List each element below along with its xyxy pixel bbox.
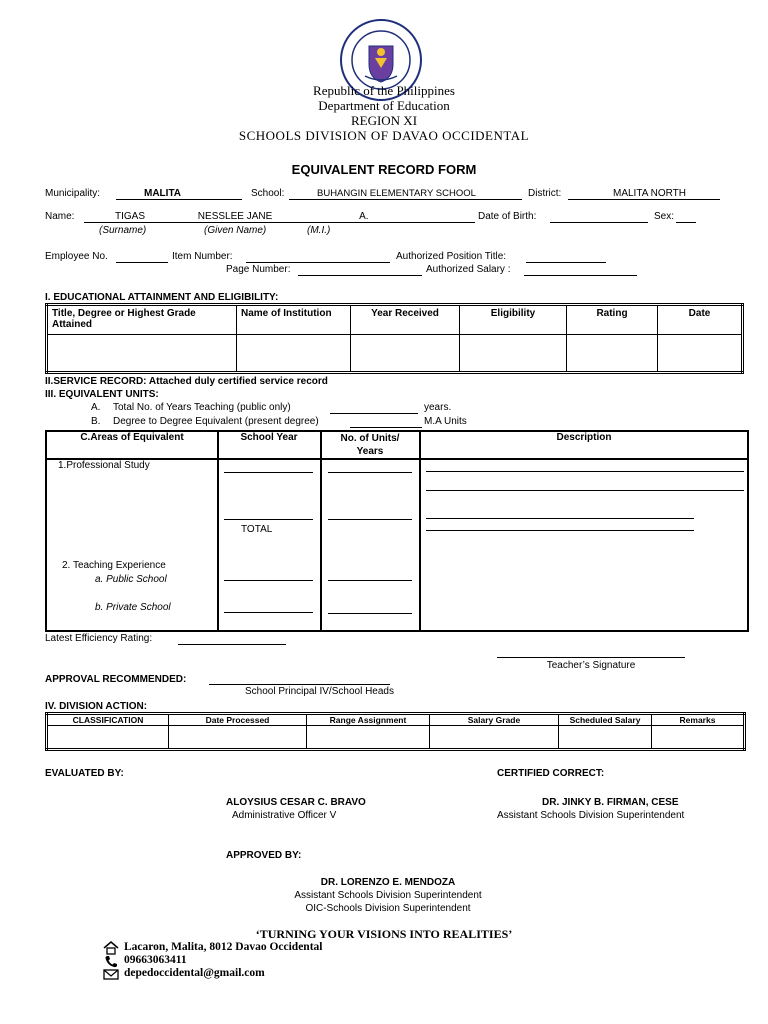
evaluator-name: ALOYSIUS CESAR C. BRAVO (226, 797, 366, 808)
dob-field[interactable] (550, 211, 648, 223)
division-header-salary-grade: Salary Grade (430, 714, 559, 726)
education-header-rating: Rating (567, 305, 658, 335)
surname-value: TIGAS (115, 211, 146, 222)
private-units-line[interactable] (328, 613, 412, 614)
equiv-header-areas: C.Areas of Equivalent (80, 432, 184, 443)
division-header-date: Date Processed (169, 714, 307, 726)
education-header-year: Year Received (351, 305, 460, 335)
certifier-title: Assistant Schools Division Superintendent (497, 810, 685, 821)
employee-no-field[interactable] (116, 251, 168, 263)
item-a-label: A. (91, 402, 101, 413)
professional-study-label: 1.Professional Study (58, 460, 150, 471)
education-header-title: Title, Degree or Highest Grade Attained (47, 305, 237, 335)
education-cell[interactable] (460, 335, 567, 373)
approved-by-label: APPROVED BY: (226, 850, 302, 861)
education-cell[interactable] (351, 335, 460, 373)
desc-line[interactable] (426, 530, 694, 531)
certified-correct-label: CERTIFIED CORRECT: (497, 768, 605, 779)
school-value[interactable]: BUHANGIN ELEMENTARY SCHOOL (289, 188, 522, 200)
surname-caption: (Surname) (99, 225, 147, 236)
approver-title1: Assistant Schools Division Superintendent (294, 890, 482, 901)
district-value[interactable]: MALITA NORTH (568, 188, 720, 200)
public-units-line[interactable] (328, 580, 412, 581)
education-cell[interactable] (658, 335, 743, 373)
division-cell[interactable] (169, 726, 307, 750)
education-cell[interactable] (237, 335, 351, 373)
education-header-date: Date (658, 305, 743, 335)
division-cell[interactable] (559, 726, 652, 750)
division-header-remarks: Remarks (652, 714, 745, 726)
desc-line[interactable] (426, 518, 694, 519)
approver-title2: OIC-Schools Division Superintendent (305, 903, 471, 914)
school-label: School: (251, 188, 285, 199)
teaching-experience-label: 2. Teaching Experience (62, 560, 166, 571)
section3-title: III. EQUIVALENT UNITS: (45, 389, 159, 400)
approver-name: DR. LORENZO E. MENDOZA (320, 877, 456, 888)
item-b-suffix: M.A Units (424, 416, 467, 427)
email-text[interactable]: depedoccidental@gmail.com (124, 967, 265, 979)
prof-school-year-line[interactable] (224, 472, 313, 473)
private-school-label: b. Private School (95, 602, 171, 613)
header-line2: Department of Education (318, 98, 450, 113)
motto: ‘TURNING YOUR VISIONS INTO REALITIES’ (255, 927, 513, 941)
given-name-caption: (Given Name) (204, 225, 267, 236)
employee-no-label: Employee No. (45, 251, 108, 262)
item-number-field[interactable] (246, 251, 390, 263)
desc-line[interactable] (426, 490, 744, 491)
latest-efficiency-field[interactable] (178, 633, 286, 645)
education-cell[interactable] (47, 335, 237, 373)
section4-title: IV. DIVISION ACTION: (45, 701, 148, 712)
authorized-salary-label: Authorized Salary : (426, 264, 511, 275)
section2-title: II.SERVICE RECORD: Attached duly certified service record (45, 376, 328, 387)
public-school-year-line[interactable] (224, 580, 313, 581)
division-cell[interactable] (307, 726, 430, 750)
latest-efficiency-label: Latest Efficiency Rating: (45, 633, 153, 644)
teacher-signature-line[interactable] (497, 657, 685, 658)
item-b-label: B. (91, 416, 101, 427)
name-label: Name: (45, 211, 75, 222)
evaluator-title: Administrative Officer V (232, 810, 337, 821)
education-header-eligibility: Eligibility (460, 305, 567, 335)
division-header-range: Range Assignment (307, 714, 430, 726)
division-header-classification: CLASSIFICATION (47, 714, 169, 726)
division-cell[interactable] (430, 726, 559, 750)
division-header-scheduled-salary: Scheduled Salary (559, 714, 652, 726)
desc-line[interactable] (426, 471, 744, 472)
section1-title: I. EDUCATIONAL ATTAINMENT AND ELIGIBILITY: (45, 292, 279, 303)
page-number-label: Page Number: (226, 264, 291, 275)
equiv-header-units: No. of Units/ Years (340, 433, 400, 457)
authorized-position-field[interactable] (526, 251, 606, 263)
evaluated-by-label: EVALUATED BY: (45, 768, 124, 779)
education-cell[interactable] (567, 335, 658, 373)
division-cell[interactable] (652, 726, 745, 750)
item-a-suffix: years. (424, 402, 452, 413)
total-units-line[interactable] (328, 519, 412, 520)
mi-caption: (M.I.) (307, 225, 331, 236)
phone-text: 09663063411 (124, 954, 187, 966)
education-header-institution: Name of Institution (237, 305, 351, 335)
form-title: EQUIVALENT RECORD FORM (291, 162, 477, 177)
total-label: TOTAL (241, 524, 273, 535)
page-number-field[interactable] (298, 264, 422, 276)
item-number-label: Item Number: (172, 251, 233, 262)
teacher-signature-label: Teacher’s Signature (546, 660, 636, 671)
mail-icon (103, 968, 119, 981)
sex-label: Sex: (654, 211, 675, 222)
approval-recommended-label: APPROVAL RECOMMENDED: (45, 674, 187, 685)
education-table (45, 303, 744, 374)
certifier-name: DR. JINKY B. FIRMAN, CESE (542, 797, 679, 808)
private-school-year-line[interactable] (224, 612, 313, 613)
mi-value: A. (359, 211, 369, 222)
district-label: District: (528, 188, 562, 199)
equiv-header-description: Description (556, 432, 612, 443)
division-action-table (45, 712, 746, 751)
authorized-position-label: Authorized Position Title: (396, 251, 507, 262)
home-icon (103, 941, 119, 955)
ma-units-field[interactable] (350, 416, 422, 428)
prof-units-line[interactable] (328, 472, 412, 473)
item-b-text: Degree to Degree Equivalent (present degree) (113, 416, 319, 427)
sex-field[interactable] (676, 211, 696, 223)
equiv-header-school-year: School Year (240, 432, 298, 443)
division-cell[interactable] (47, 726, 169, 750)
public-school-label: a. Public School (95, 574, 167, 585)
principal-caption: School Principal IV/School Heads (245, 686, 394, 697)
header-line1: Republic of the Philippines (313, 83, 455, 98)
given-name-value: NESSLEE JANE (197, 211, 273, 222)
item-a-text: Total No. of Years Teaching (public only) (113, 402, 291, 413)
address-text: Lacaron, Malita, 8012 Davao Occidental (124, 941, 323, 953)
years-teaching-field[interactable] (330, 402, 418, 414)
total-school-year-line[interactable] (224, 519, 313, 520)
header-line3: REGION XI (350, 113, 418, 128)
header-line4: SCHOOLS DIVISION OF DAVAO OCCIDENTAL (238, 128, 530, 143)
municipality-label: Municipality: (45, 188, 101, 199)
municipality-value[interactable]: MALITA (116, 188, 242, 200)
approval-recommended-line[interactable] (209, 684, 390, 685)
authorized-salary-field[interactable] (524, 264, 637, 276)
dob-label: Date of Birth: (478, 211, 537, 222)
name-field[interactable] (84, 211, 475, 223)
phone-icon (104, 955, 118, 968)
